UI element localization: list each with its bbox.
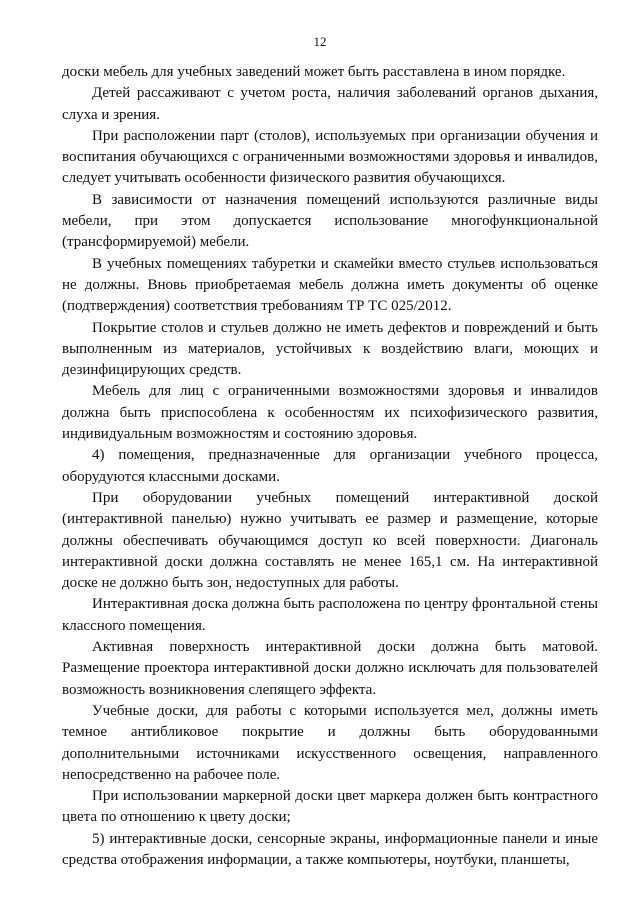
paragraph-9: При оборудовании учебных помещений интерактивной доской (интерактивной панелью) нужно учитывать ее размер и размещение, которые должны обеспечивать обучающимся доступ ко всей поверхности. Диагональ интерактивной доски должна составлять не менее 165,1 см. На интерактивной доске не должно быть зон, недоступных для работы. — [62, 489, 598, 592]
paragraph-6: Покрытие столов и стульев должно не иметь дефектов и повреждений и быть выполненным из материалов, устойчивых к воздействию влаги, моющих и дезинфицирующих средств. — [62, 319, 598, 379]
paragraph-10: Интерактивная доска должна быть расположена по центру фронтальной стены классного помещения. — [62, 596, 598, 634]
paragraph-4: В зависимости от назначения помещений используются различные виды мебели, при этом допускается использование многофункциональной (трансформируемой) мебели. — [62, 191, 598, 251]
paragraph-7: Мебель для лиц с ограниченными возможностями здоровья и инвалидов должна быть приспособлена к особенностям их психофизического развития, индивидуальным возможностям и состоянию здоровья. — [62, 383, 598, 443]
paragraph-5: В учебных помещениях табуретки и скамейки вместо стульев использоваться не должны. Вновь приобретаемая мебель должна иметь документы об оценке (подтверждения) соответствия требованиям ТР ТС 025/2012. — [62, 255, 598, 315]
paragraph-12: Учебные доски, для работы с которыми используется мел, должны иметь темное антибликовое покрытие и должны быть оборудованными дополнительными источниками искусственного освещения, направленного непосредственно на рабочее поле. — [62, 702, 598, 783]
paragraph-2: Детей рассаживают с учетом роста, наличия заболеваний органов дыхания, слуха и зрения. — [62, 85, 598, 123]
paragraph-1: доски мебель для учебных заведений может быть расставлена в ином порядке. — [62, 64, 566, 80]
paragraph-14: 5) интерактивные доски, сенсорные экраны, информационные панели и иные средства отображения информации, а также компьютеры, ноутбуки, планшеты, — [62, 830, 598, 868]
paragraph-11: Активная поверхность интерактивной доски должна быть матовой. Размещение проектора интерактивной доски должно исключать для пользователей возможность возникновения слепящего эффекта. — [62, 639, 598, 698]
paragraph-8: 4) помещения, предназначенные для организации учебного процесса, оборудуются классными досками. — [62, 447, 598, 485]
paragraph-13: При использовании маркерной доски цвет маркера должен быть контрастного цвета по отношению к цвету доски; — [62, 788, 598, 826]
document-body — [62, 62, 598, 871]
paragraph-3: При расположении парт (столов), используемых при организации обучения и воспитания обучающихся с ограниченными возможностями здоровья и инвалидов, следует учитывать особенности физического развития обучающихся. — [62, 127, 598, 187]
page-number: 12 — [313, 34, 327, 49]
